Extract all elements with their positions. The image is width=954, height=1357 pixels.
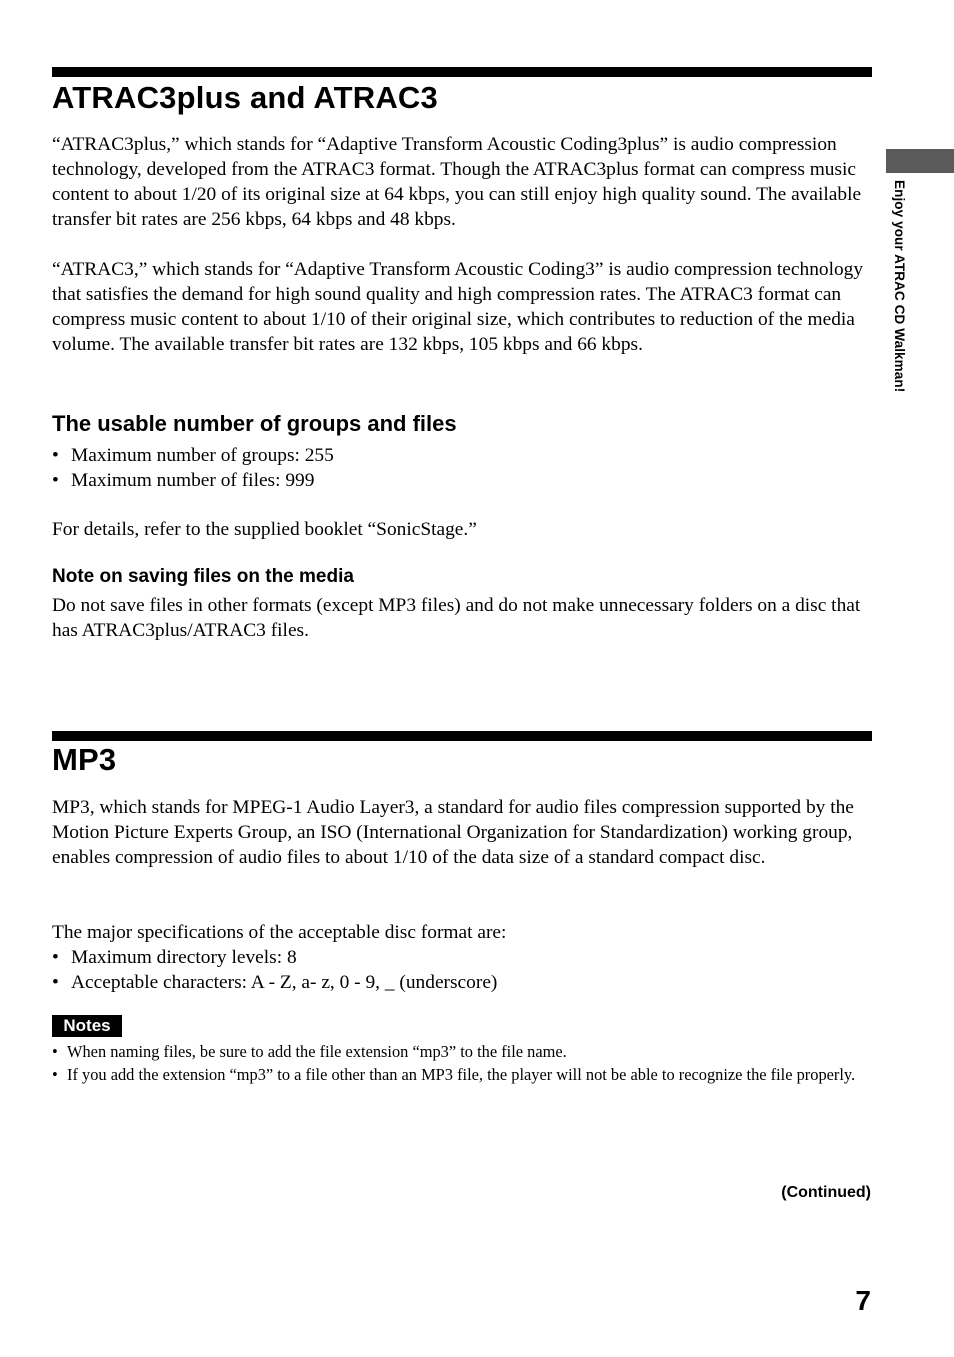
continued-label: (Continued) [781,1184,871,1201]
bullet-list [52,945,872,995]
subheading: The usable number of groups and files [52,411,457,436]
page-number: 7 [855,1285,871,1316]
note-heading: Note on saving files on the media [52,566,354,587]
bullet-icon: • [52,947,59,968]
bullet-icon: • [52,445,59,466]
list-item: • Acceptable characters: A - Z, a- z, 0 - 9, _ (underscore) [52,972,498,993]
list-item: • When naming files, be sure to add the file extension “mp3” to the file name. [52,1041,872,1064]
list-item: • Maximum number of groups: 255 [52,445,334,466]
paragraph: Do not save files in other formats (except MP3 files) and do not make unnecessary folders on a disc that has ATRAC3plus/ATRAC3 files. [52,595,861,641]
bullet-icon: • [52,1042,58,1061]
list-item: • Maximum directory levels: 8 [52,947,297,968]
section-title: MP3 [52,742,117,777]
bullet-list [52,443,872,493]
bullet-icon: • [52,972,59,993]
side-tab-marker [886,149,954,173]
paragraph: MP3, which stands for MPEG-1 Audio Layer3, a standard for audio files compression supported by the Motion Picture Experts Group, an ISO (International Organization for Standardization) working group, enables compression of audio files to about 1/10 of the data size of a standard compact disc. [52,797,854,868]
notes-list [52,1041,872,1086]
side-tab-label: Enjoy your ATRAC CD Walkman! [892,180,907,393]
section-rule [52,67,872,77]
paragraph: “ATRAC3plus,” which stands for “Adaptive Transform Acoustic Coding3plus” is audio compression technology, developed from the ATRAC3 format. Though the ATRAC3plus format can compress music content to about 1/20 of its original size at 64 kbps, you can still enjoy high quality sound. The available transfer bit rates are 256 kbps, 64 kbps and 48 kbps. [52,134,862,230]
bullet-icon: • [52,1064,58,1084]
section-title: ATRAC3plus and ATRAC3 [52,80,438,115]
paragraph: The major specifications of the acceptable disc format are: [52,922,507,943]
section-rule [52,731,872,741]
notes-badge: Notes [52,1015,122,1037]
paragraph: “ATRAC3,” which stands for “Adaptive Transform Acoustic Coding3” is audio compression technology that satisfies the demand for high sound quality and high compression rates. The ATRAC3 format can compress music content to about 1/10 of their original size, which contributes to reduction of the media volume. The available transfer bit rates are 132 kbps, 105 kbps and 66 kbps. [52,259,864,355]
list-item: • Maximum number of files: 999 [52,470,315,491]
paragraph: For details, refer to the supplied booklet “SonicStage.” [52,519,477,540]
bullet-icon: • [52,470,59,491]
list-item: • If you add the extension “mp3” to a file other than an MP3 file, the player will not be able to recognize the file properly. [52,1064,872,1087]
